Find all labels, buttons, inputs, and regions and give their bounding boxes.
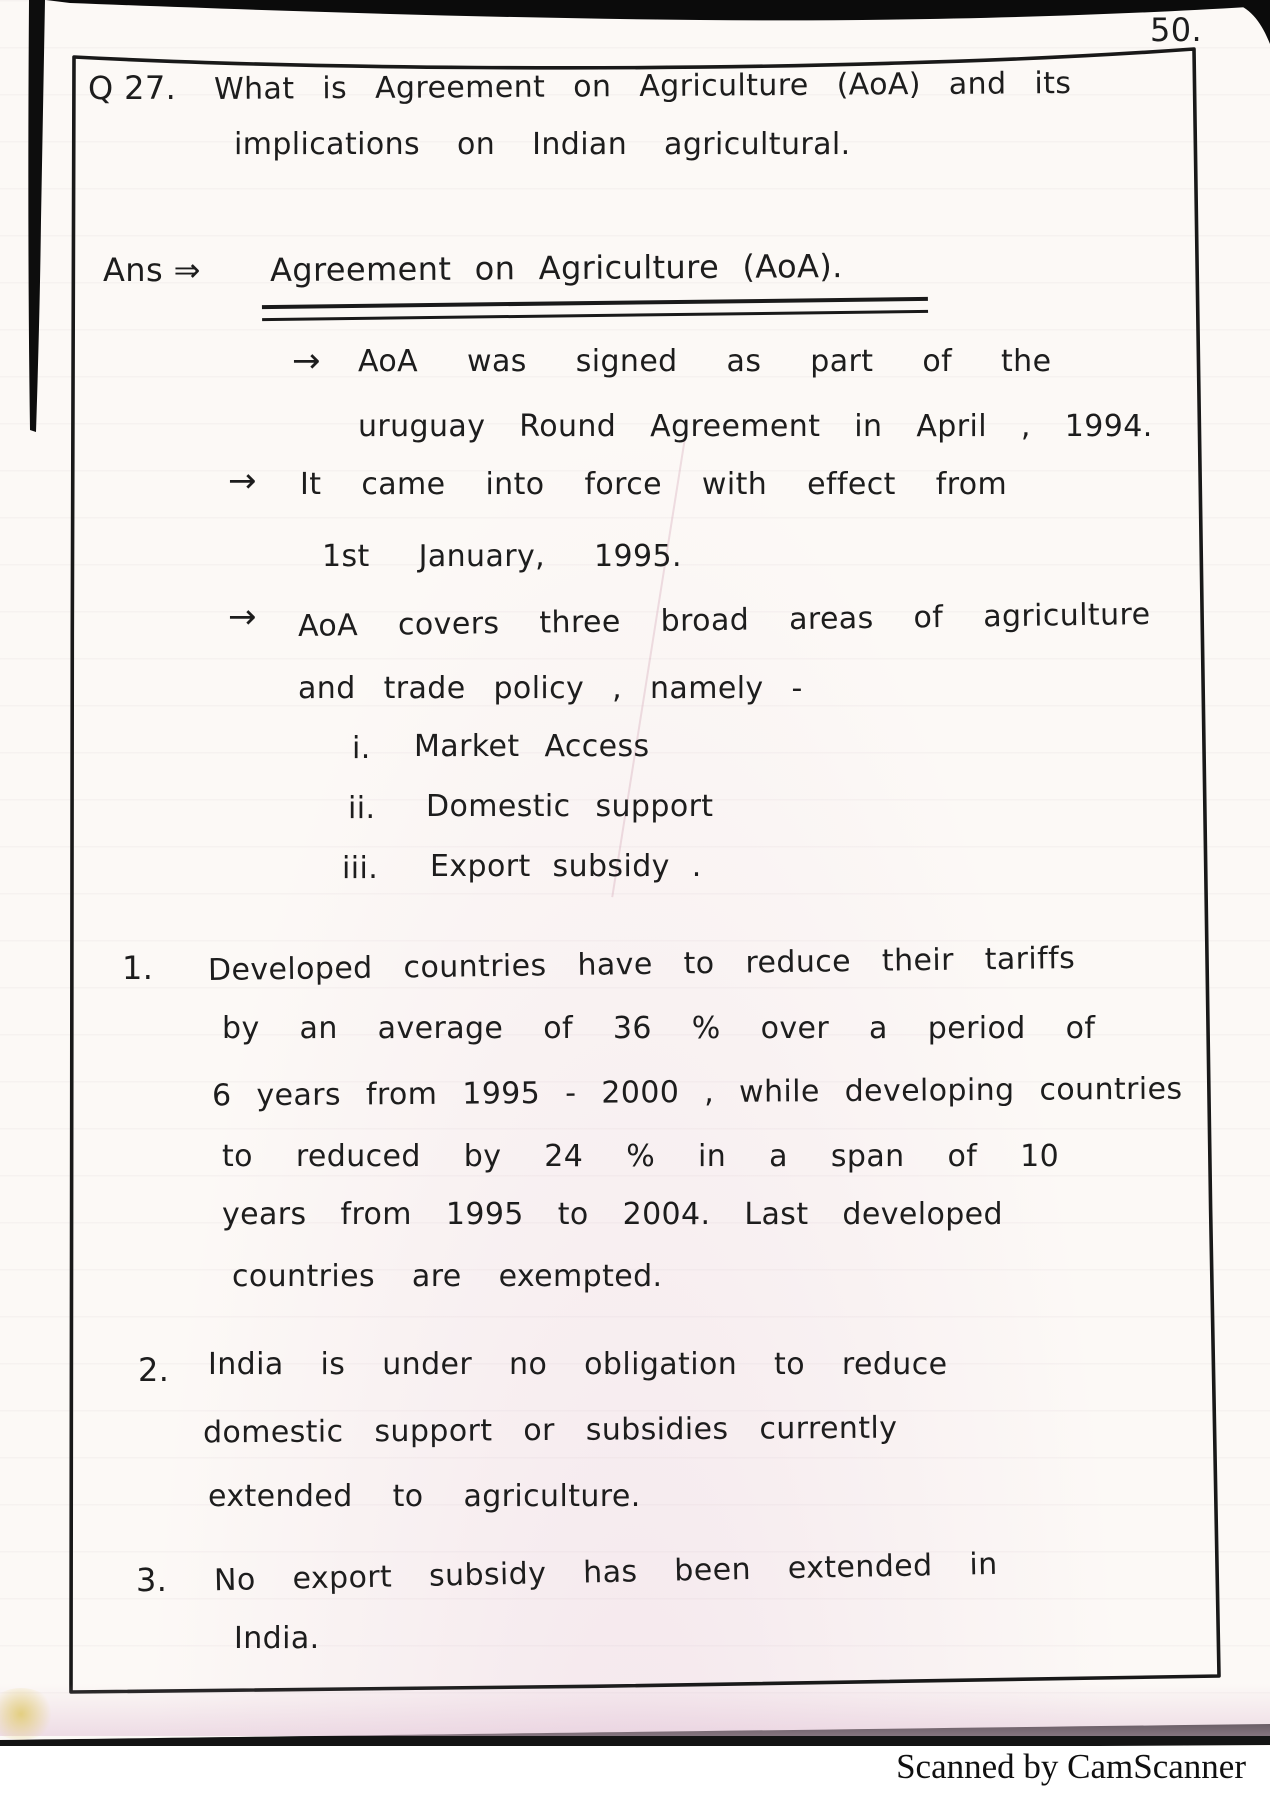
point-1-line-5: years from 1995 to 2004. Last developed [222,1197,1003,1232]
scanner-credit: Scanned by CamScanner [896,1747,1246,1786]
bullet-2-line-1: It came into force with effect from [300,467,1008,502]
bullet-1-line-2: uruguay Round Agreement in April , 1994. [358,409,1153,444]
point-number: 3. [136,1561,168,1599]
point-2-line-3: extended to agriculture. [208,1479,641,1514]
bullet-3-line-2: and trade policy , namely - [298,671,803,706]
bullet-1-line-1: AoA was signed as part of the [358,344,1052,379]
point-1-line-2: by an average of 36 % over a period of [222,1011,1096,1046]
point-number: 2. [138,1351,170,1389]
scan-top-edge [46,0,1270,20]
answer-label: Ans ⇒ [103,251,201,289]
point-1-line-4: to reduced by 24 % in a span of 10 [222,1139,1060,1174]
area-index: iii. [342,851,379,886]
point-number: 1. [122,949,154,987]
point-1-line-6: countries are exempted. [232,1259,663,1294]
scan-bottom-tint [0,1684,1270,1736]
bullet-arrow: → [228,461,257,501]
point-1-line-3: 6 years from 1995 - 2000 , while developing countries [211,1071,1183,1114]
bullet-2-line-2: 1st January, 1995. [322,539,682,574]
answer-heading: Agreement on Agriculture (AoA). [269,247,843,289]
point-1-line-1: Developed countries have to reduce their tariffs [207,940,1076,989]
point-3-line-2: India. [234,1621,320,1656]
area-label-market-access: Market Access [414,729,650,764]
bullet-3-line-1: AoA covers three broad areas of agriculture [297,597,1151,644]
area-index: ii. [348,791,376,826]
question-line-2: implications on Indian agricultural. [234,127,851,162]
point-2-line-1: India is under no obligation to reduce [208,1347,948,1382]
point-3-line-1: No export subsidy has been extended in [213,1546,998,1599]
point-2-line-2: domestic support or subsidies currently [202,1410,898,1451]
bullet-arrow: → [292,341,321,381]
scan-left-edge [28,0,45,432]
bullet-arrow: → [228,597,257,637]
area-index: i. [352,731,371,766]
question-number: Q 27. [88,69,177,107]
page-number: 50. [1150,11,1203,49]
area-label-export-subsidy: Export subsidy . [430,849,702,884]
area-label-domestic-support: Domestic support [426,789,714,824]
question-line-1: What is Agreement on Agriculture (AoA) and its [213,66,1072,107]
